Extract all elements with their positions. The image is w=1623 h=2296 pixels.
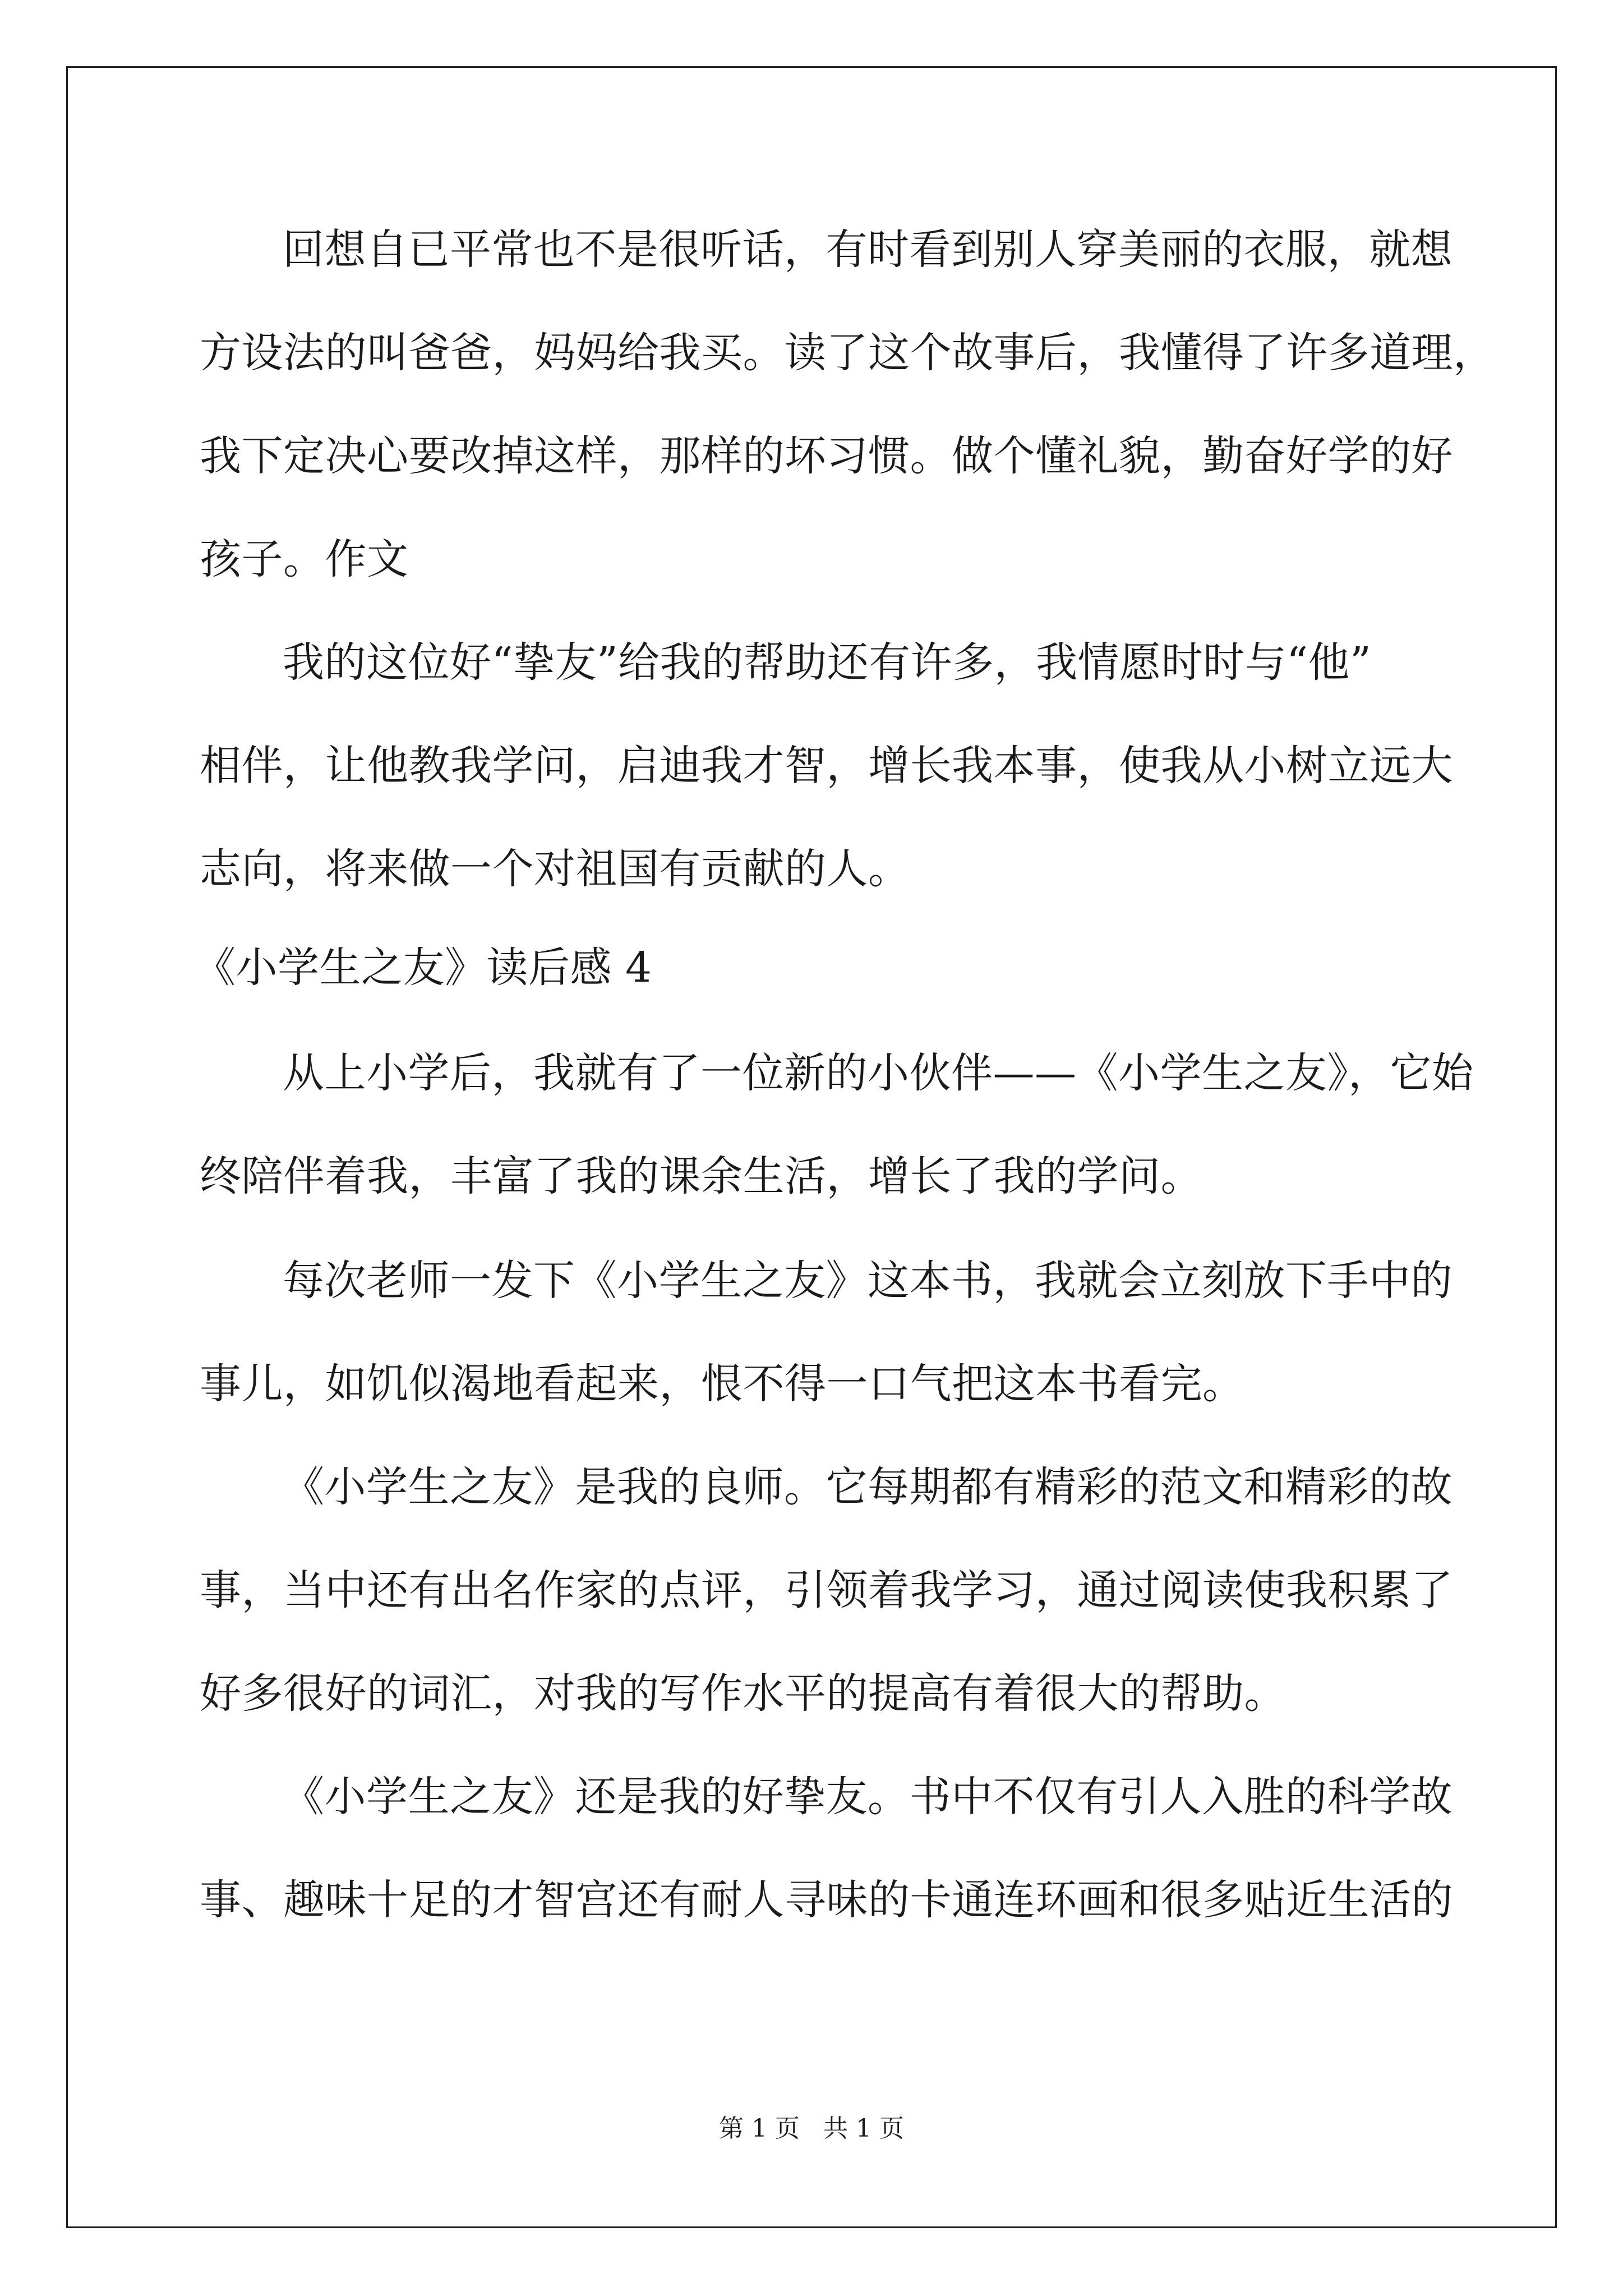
paragraph-line: 我下定决心要改掉这样，那样的坏习惯。做个懂礼貌，勤奋好学的好: [200, 432, 1453, 480]
paragraph-line: 方设法的叫爸爸，妈妈给我买。读了这个故事后，我懂得了许多道理，: [200, 329, 1495, 377]
paragraph-line: 志向，将来做一个对祖国有贡献的人。: [200, 845, 910, 893]
paragraph-line: 回想自已平常也不是很听话，有时看到别人穿美丽的衣服，就想: [283, 226, 1453, 274]
paragraph-line: 终陪伴着我，丰富了我的课余生活，增长了我的学问。: [200, 1152, 1202, 1200]
paragraph-line: 《小学生之友》还是我的好挚友。书中不仅有引人入胜的科学故: [283, 1773, 1453, 1821]
page-number: 第 1 页 共 1 页: [719, 2114, 904, 2143]
paragraph-line: 事儿，如饥似渴地看起来，恨不得一口气把这本书看完。: [200, 1360, 1244, 1408]
paragraph-line: 事，当中还有出名作家的点评，引领着我学习，通过阅读使我积累了: [200, 1566, 1453, 1614]
paragraph-line: 我的这位好“挚友”给我的帮助还有许多，我情愿时时与“他”: [283, 638, 1372, 687]
paragraph-line: 孩子。作文: [200, 535, 409, 583]
paragraph-line: 事、趣味十足的才智宫还有耐人寻味的卡通连环画和很多贴近生活的: [200, 1876, 1453, 1924]
paragraph-line: 《小学生之友》是我的良师。它每期都有精彩的范文和精彩的故: [283, 1463, 1453, 1511]
paragraph-line: 好多很好的词汇，对我的写作水平的提高有着很大的帮助。: [200, 1669, 1286, 1718]
paragraph-line: 从上小学后，我就有了一位新的小伙伴——《小学生之友》，它始: [283, 1049, 1474, 1097]
paragraph-line: 每次老师一发下《小学生之友》这本书，我就会立刻放下手中的: [283, 1257, 1453, 1305]
section-heading: 《小学生之友》读后感 4: [194, 944, 652, 992]
paragraph-line: 相伴，让他教我学问，启迪我才智，增长我本事，使我从小树立远大: [200, 742, 1453, 790]
